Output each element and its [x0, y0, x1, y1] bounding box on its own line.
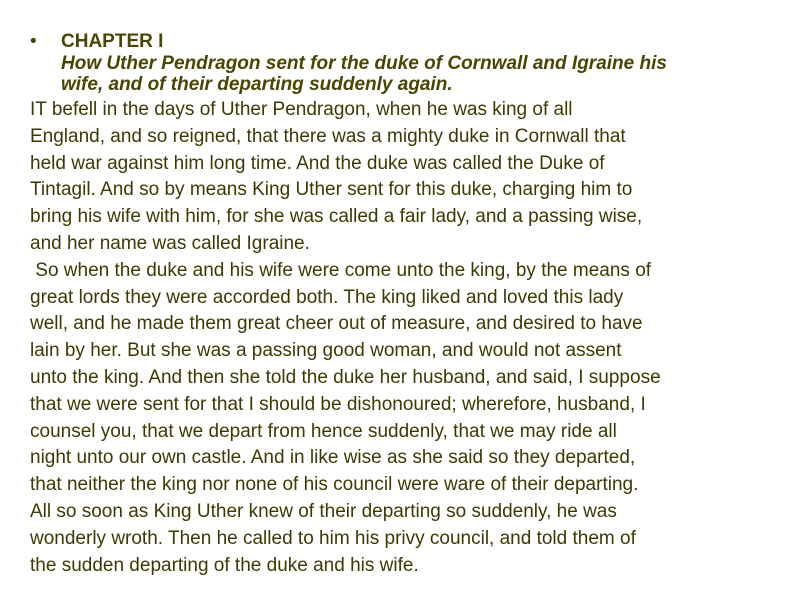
text-line: So when the duke and his wife were come unto the king, by the means of — [30, 259, 652, 281]
chapter-heading: CHAPTER I — [61, 31, 164, 52]
text-line: held war against him long time. And the duke was called the Duke of — [30, 152, 605, 174]
paragraph-2 — [30, 258, 770, 580]
text-line: bring his wife with him, for she was called a fair lady, and a passing wise, — [30, 206, 643, 228]
paragraph-1 — [30, 97, 770, 258]
subtitle-line: wife, and of their departing suddenly again. — [61, 74, 453, 95]
text-line: that neither the king nor none of his council were ware of their departing. — [30, 474, 639, 496]
text-line: IT befell in the days of Uther Pendragon, when he was king of all — [30, 99, 573, 120]
text-line: All so soon as King Uther knew of their departing so suddenly, he was — [30, 500, 617, 522]
chapter-subtitle — [61, 53, 791, 95]
subtitle-line: How Uther Pendragon sent for the duke of Cornwall and Igraine his — [61, 53, 667, 74]
text-line: lain by her. But she was a passing good woman, and would not assent — [30, 340, 622, 362]
text-line: and her name was called Igraine. — [30, 232, 310, 254]
text-line: unto the king. And then she told the duke her husband, and said, I suppose — [30, 366, 661, 388]
text-line: England, and so reigned, that there was a mighty duke in Cornwall that — [30, 125, 626, 147]
text-line: great lords they were accorded both. The king liked and loved this lady — [30, 286, 624, 308]
bullet-marker: • — [30, 31, 37, 52]
text-line: Tintagil. And so by means King Uther sent for this duke, charging him to — [30, 179, 633, 201]
text-line: counsel you, that we depart from hence suddenly, that we may ride all — [30, 420, 617, 442]
text-line: that we were sent for that I should be dishonoured; wherefore, husband, I — [30, 393, 646, 415]
body-text — [30, 97, 770, 579]
text-line: wonderly wroth. Then he called to him his privy council, and told them of — [30, 527, 636, 549]
text-line: night unto our own castle. And in like wise as she said so they departed, — [30, 447, 636, 469]
text-line: well, and he made them great cheer out of measure, and desired to have — [30, 313, 643, 335]
text-line: the sudden departing of the duke and his wife. — [30, 554, 419, 576]
